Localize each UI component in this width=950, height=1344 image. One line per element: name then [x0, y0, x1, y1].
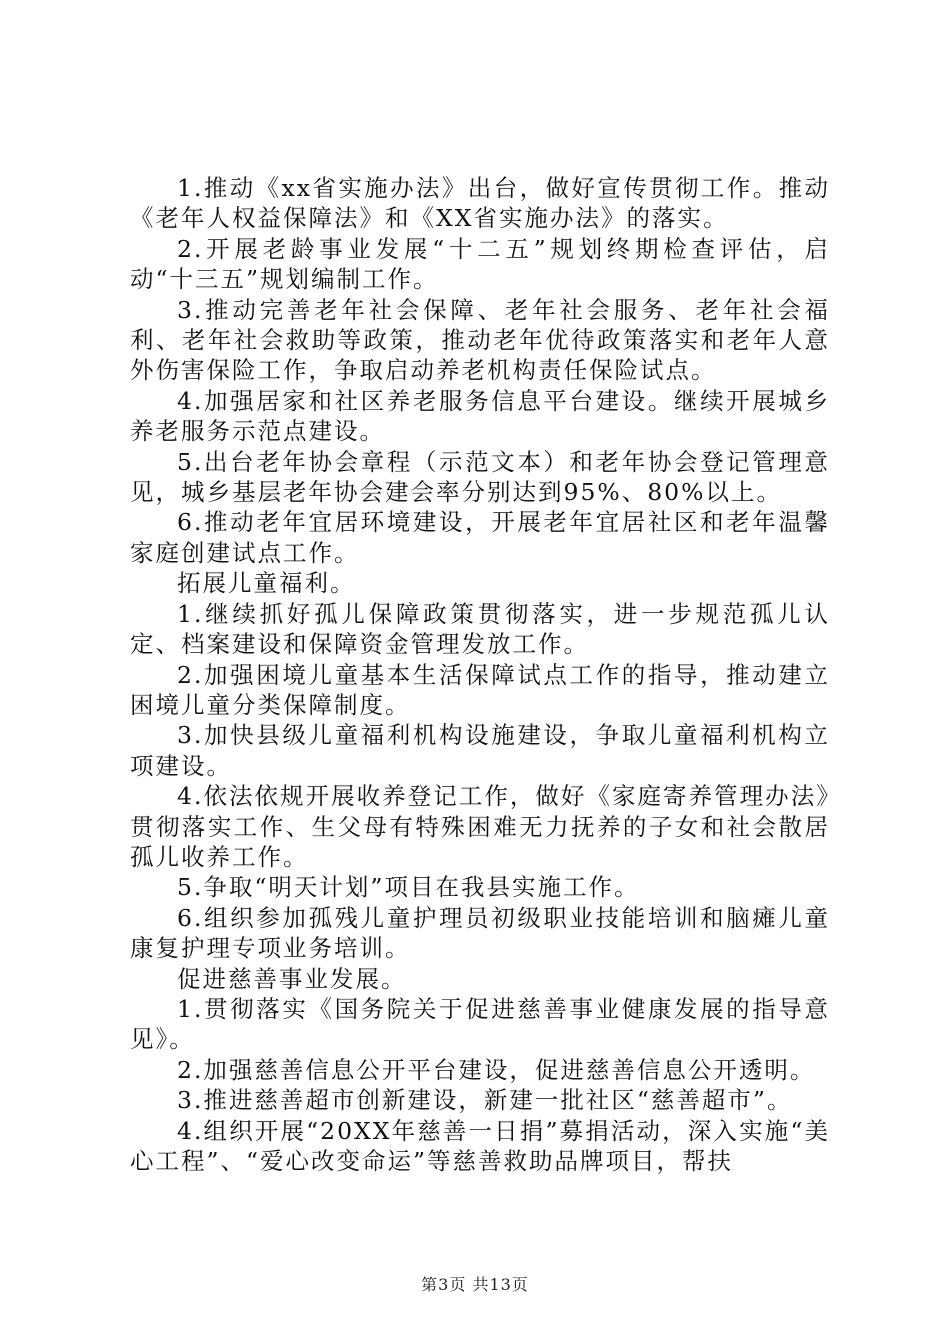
paragraph: 4.组织开展“20XX年慈善一日捐”募捐活动，深入实施“美心工程”、“爱心改变命运”等慈善救助品牌项目，帮扶 — [130, 1116, 830, 1175]
paragraph: 2.开展老龄事业发展“十二五”规划终期检查评估，启动“十三五”规划编制工作。 — [130, 234, 830, 294]
paragraph: 3.推进慈善超市创新建设，新建一批社区“慈善超市”。 — [177, 1086, 793, 1115]
paragraph: 5.出台老年协会章程（示范文本）和老年协会登记管理意见，城乡基层老年协会建会率分别达到95%、80%以上。 — [130, 447, 830, 507]
page-number-footer: 第3页 共13页 — [421, 1275, 529, 1294]
paragraph: 3.加快县级儿童福利机构设施建设，争取儿童福利机构立项建设。 — [130, 721, 830, 780]
paragraph: 4.依法依规开展收养登记工作，做好《家庭寄养管理办法》贯彻落实工作、生父母有特殊困难无力抚养的子女和社会散居孤儿收养工作。 — [130, 782, 830, 871]
paragraph: 6.推动老年宜居环境建设，开展老年宜居社区和老年温馨家庭创建试点工作。 — [130, 508, 830, 567]
paragraph: 2.加强困境儿童基本生活保障试点工作的指导，推动建立困境儿童分类保障制度。 — [130, 660, 830, 719]
paragraph: 3.推动完善老年社会保障、老年社会服务、老年社会福利、老年社会救助等政策，推动老年优待政策落实和老年人意外伤害保险工作，争取启动养老机构责任保险试点。 — [130, 295, 830, 385]
section-heading: 促进慈善事业发展。 — [177, 964, 407, 993]
paragraph: 1.继续抓好孤儿保障政策贯彻落实，进一步规范孤儿认定、档案建设和保障资金管理发放工作。 — [130, 599, 830, 659]
document-body — [130, 173, 830, 1176]
paragraph: 6.组织参加孤残儿童护理员初级职业技能培训和脑瘫儿童康复护理专项业务培训。 — [130, 903, 830, 963]
paragraph: 5.争取“明天计划”项目在我县实施工作。 — [177, 873, 640, 902]
paragraph: 2.加强慈善信息公开平台建设，促进慈善信息公开透明。 — [177, 1055, 816, 1084]
paragraph: 4.加强居家和社区养老服务信息平台建设。继续开展城乡养老服务示范点建设。 — [130, 386, 830, 446]
paragraph: 1.贯彻落实《国务院关于促进慈善事业健康发展的指导意见》。 — [130, 994, 830, 1054]
paragraph: 1.推动《xx省实施办法》出台，做好宣传贯彻工作。推动《老年人权益保障法》和《XX省实施办法》的落实。 — [130, 174, 830, 233]
section-heading: 拓展儿童福利。 — [177, 569, 356, 598]
